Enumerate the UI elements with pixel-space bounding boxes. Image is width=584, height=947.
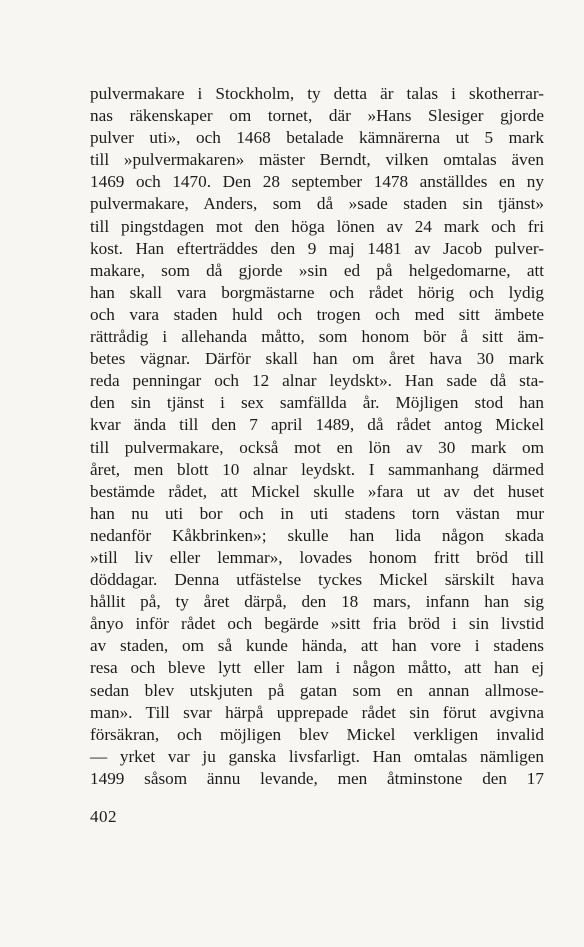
text-line: pulvermakare i Stockholm, ty detta är talas i skotherrar- <box>90 84 544 103</box>
text-line: försäkran, och möjligen blev Mickel verkligen invalid <box>90 724 544 744</box>
text-line: döddagar. Denna utfästelse tyckes Mickel särskilt hava <box>90 570 544 590</box>
text-line: nas räkenskaper om tornet, där »Hans Slesiger gjorde <box>90 106 544 126</box>
text-line: den sin tjänst i sex samfällda år. Möjligen stod han <box>90 393 544 413</box>
text-line: bestämde rådet, att Mickel skulle »fara ut av det huset <box>90 481 544 501</box>
text-line: rättrådig i allehanda måtto, som honom bör å sitt äm- <box>90 327 544 347</box>
text-line: reda penningar och 12 alnar leydskt». Han sade då sta- <box>90 371 544 391</box>
text-line: till pulvermakare, också mot en lön av 30 mark om <box>90 437 544 457</box>
body-text <box>90 83 544 790</box>
text-line: kost. Han efterträddes den 9 maj 1481 av Jacob pulver- <box>90 238 544 258</box>
text-line: kvar ända till den 7 april 1489, då rådet antog Mickel <box>90 415 544 435</box>
text-line: nedanför Kåkbrinken»; skulle han lida någon skada <box>90 525 544 545</box>
text-line: »till liv eller lemmar», lovades honom fritt bröd till <box>90 547 544 567</box>
text-line: betes vägnar. Därför skall han om året hava 30 mark <box>90 349 544 369</box>
text-line: pulver uti», och 1468 betalade kämnärerna ut 5 mark <box>90 128 544 148</box>
text-line: han skall vara borgmästarne och rådet hörig och lydig <box>90 282 544 302</box>
text-line: pulvermakare, Anders, som då »sade staden sin tjänst» <box>90 194 544 214</box>
text-line: året, men blott 10 alnar leydskt. I sammanhang därmed <box>90 459 544 479</box>
text-line: man». Till svar härpå upprepade rådet sin förut avgivna <box>90 702 544 722</box>
text-line: resa och bleve lytt eller lam i någon måtto, att han ej <box>90 658 544 678</box>
text-line: till pingstdagen mot den höga lönen av 24 mark och fri <box>90 216 544 236</box>
text-line: sedan blev utskjuten på gatan som en annan allmose- <box>90 680 544 700</box>
text-line: och vara staden huld och trogen och med sitt ämbete <box>90 304 544 324</box>
text-line: 1499 såsom ännu levande, men åtminstone den 17 <box>90 768 544 788</box>
text-line: 1469 och 1470. Den 28 september 1478 anställdes en ny <box>90 172 544 192</box>
text-line: — yrket var ju ganska livsfarligt. Han omtalas nämligen <box>90 746 544 766</box>
text-line: till »pulvermakaren» mäster Berndt, vilken omtalas även <box>90 150 544 170</box>
text-line: av staden, om så kunde hända, att han vore i stadens <box>90 636 544 656</box>
page-number: 402 <box>90 807 117 826</box>
text-line: ånyo inför rådet och begärde »sitt fria bröd i sin livstid <box>90 614 544 634</box>
text-line: makare, som då gjorde »sin ed på helgedomarne, att <box>90 260 544 280</box>
text-line: hållit på, ty året därpå, den 18 mars, infann han sig <box>90 592 544 612</box>
text-line: han nu uti bor och in uti stadens torn västan mur <box>90 503 544 523</box>
